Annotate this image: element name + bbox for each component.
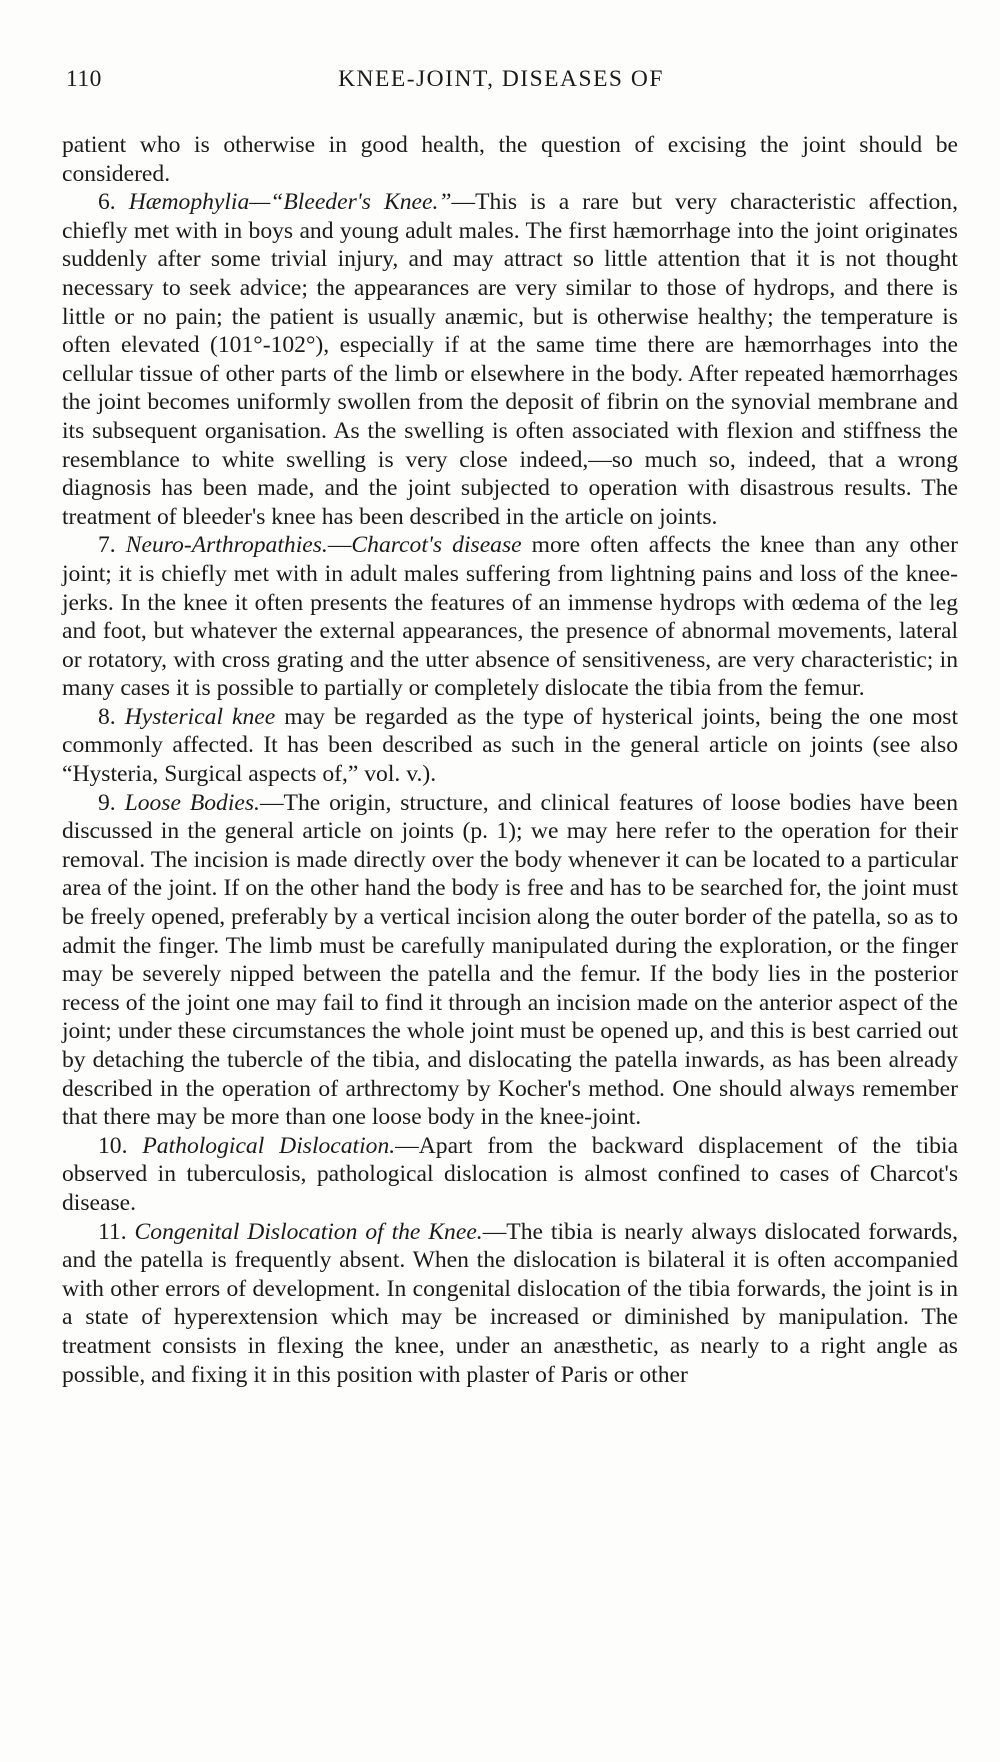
section-heading: Pathological Dislocation. [142, 1132, 396, 1159]
paragraph-text: —Apart from the backward displacement of the tibia observed in tuberculosis, pathological dislocation is almost confined to cases of Charcot's disease. [62, 1132, 958, 1216]
section-heading: Congenital Dislocation of the Knee. [134, 1218, 483, 1245]
paragraph-continuation [62, 131, 958, 188]
section-heading: Hæmophylia—“Bleeder's Knee.” [128, 189, 452, 216]
section-number: 11. [98, 1218, 135, 1245]
running-title: KNEE-JOINT, DISEASES OF [338, 66, 664, 92]
paragraph-text: patient who is otherwise in good health, the question of excising the joint should be considered. [62, 132, 958, 187]
section-heading: Neuro-Arthropathies. [125, 532, 328, 559]
page-number: 110 [66, 66, 102, 92]
body-text [62, 131, 958, 1389]
section-number: 10. [98, 1132, 143, 1159]
paragraph-pathological-dislocation [62, 1132, 958, 1218]
heading-dash: — [327, 532, 352, 559]
section-number: 7. [98, 532, 126, 559]
paragraph-congenital-dislocation [62, 1218, 958, 1390]
section-number: 8. [98, 703, 125, 730]
subheading: Charcot's disease [351, 532, 522, 559]
section-number: 6. [98, 189, 129, 216]
section-heading: Hysterical knee [124, 703, 276, 730]
paragraph-text: may be regarded as the type of hysterical joints, being the one most commonly affected. It has been described as such in the general article on joints (see also “Hysteria, Surgical aspects of,” vol. v.). [62, 703, 959, 788]
paragraph-text: —This is a rare but very characteristic affection, chiefly met with in boys and young adult males. The first hæmorrhage into the joint originates suddenly after some trivial injury, and may attract so little attention that it is not thought necessary to seek advice; the appearances are very similar to those of hydrops, and there is little or no pain; the patient is usually anæmic, but is otherwise healthy; the temperature is often elevated (101°-102°), especially if at the same time there are hæmorrhages into the cellular tissue of other parts of the limb or elsewhere in the body. After repeated hæmorrhages the joint becomes uniformly swollen from the deposit of fibrin on the synovial membrane and its subsequent organisation. As the swelling is often associated with flexion and stiffness the resemblance to white swelling is very close indeed,—so much so, indeed, that a wrong diagnosis has been made, and the joint subjected to operation with disastrous results. The treatment of bleeder's knee has been described in the article on joints. [62, 189, 959, 530]
section-number: 9. [98, 789, 125, 816]
section-heading: Loose Bodies. [124, 789, 260, 816]
paragraph-haemophylia [62, 188, 958, 531]
page-header [66, 66, 936, 106]
paragraph-loose-bodies [62, 789, 958, 1132]
paragraph-neuro-arthropathies [62, 531, 958, 703]
paragraph-hysterical-knee [62, 703, 958, 789]
paragraph-text: —The tibia is nearly always dislocated forwards, and the patella is frequently absent. When the dislocation is bilateral it is often accompanied with other errors of development. In congenital dislocation of the tibia forwards, the joint is in a state of hyperextension which may be increased or diminished by manipulation. The treatment consists in flexing the knee, under an anæsthetic, as nearly to a right angle as possible, and fixing it in this position with plaster of Paris or other [62, 1218, 959, 1388]
paragraph-text: —The origin, structure, and clinical features of loose bodies have been discussed in the general article on joints (p. 1); we may here refer to the operation for their removal. The incision is made directly over the body whenever it can be located to a particular area of the joint. If on the other hand the body is free and has to be searched for, the joint must be freely opened, preferably by a vertical incision along the outer border of the patella, so as to admit the finger. The limb must be carefully manipulated during the exploration, or the finger may be severely nipped between the patella and the femur. If the body lies in the posterior recess of the joint one may fail to find it through an incision made on the anterior aspect of the joint; under these circumstances the whole joint must be opened up, and this is best carried out by detaching the tubercle of the tibia, and dislocating the patella inwards, as has been already described in the operation of arthrectomy by Kocher's method. One should always remember that there may be more than one loose body in the knee-joint. [62, 789, 958, 1131]
paragraph-text: more often affects the knee than any other joint; it is chiefly met with in adult males suffering from lightning pains and loss of the knee-jerks. In the knee it often presents the features of an immense hydrops with œdema of the leg and foot, but whatever the external appearances, the presence of abnormal movements, lateral or rotatory, with cross grating and the utter absence of sensitiveness, are very characteristic; in many cases it is possible to partially or completely dislocate the tibia from the femur. [62, 532, 958, 702]
